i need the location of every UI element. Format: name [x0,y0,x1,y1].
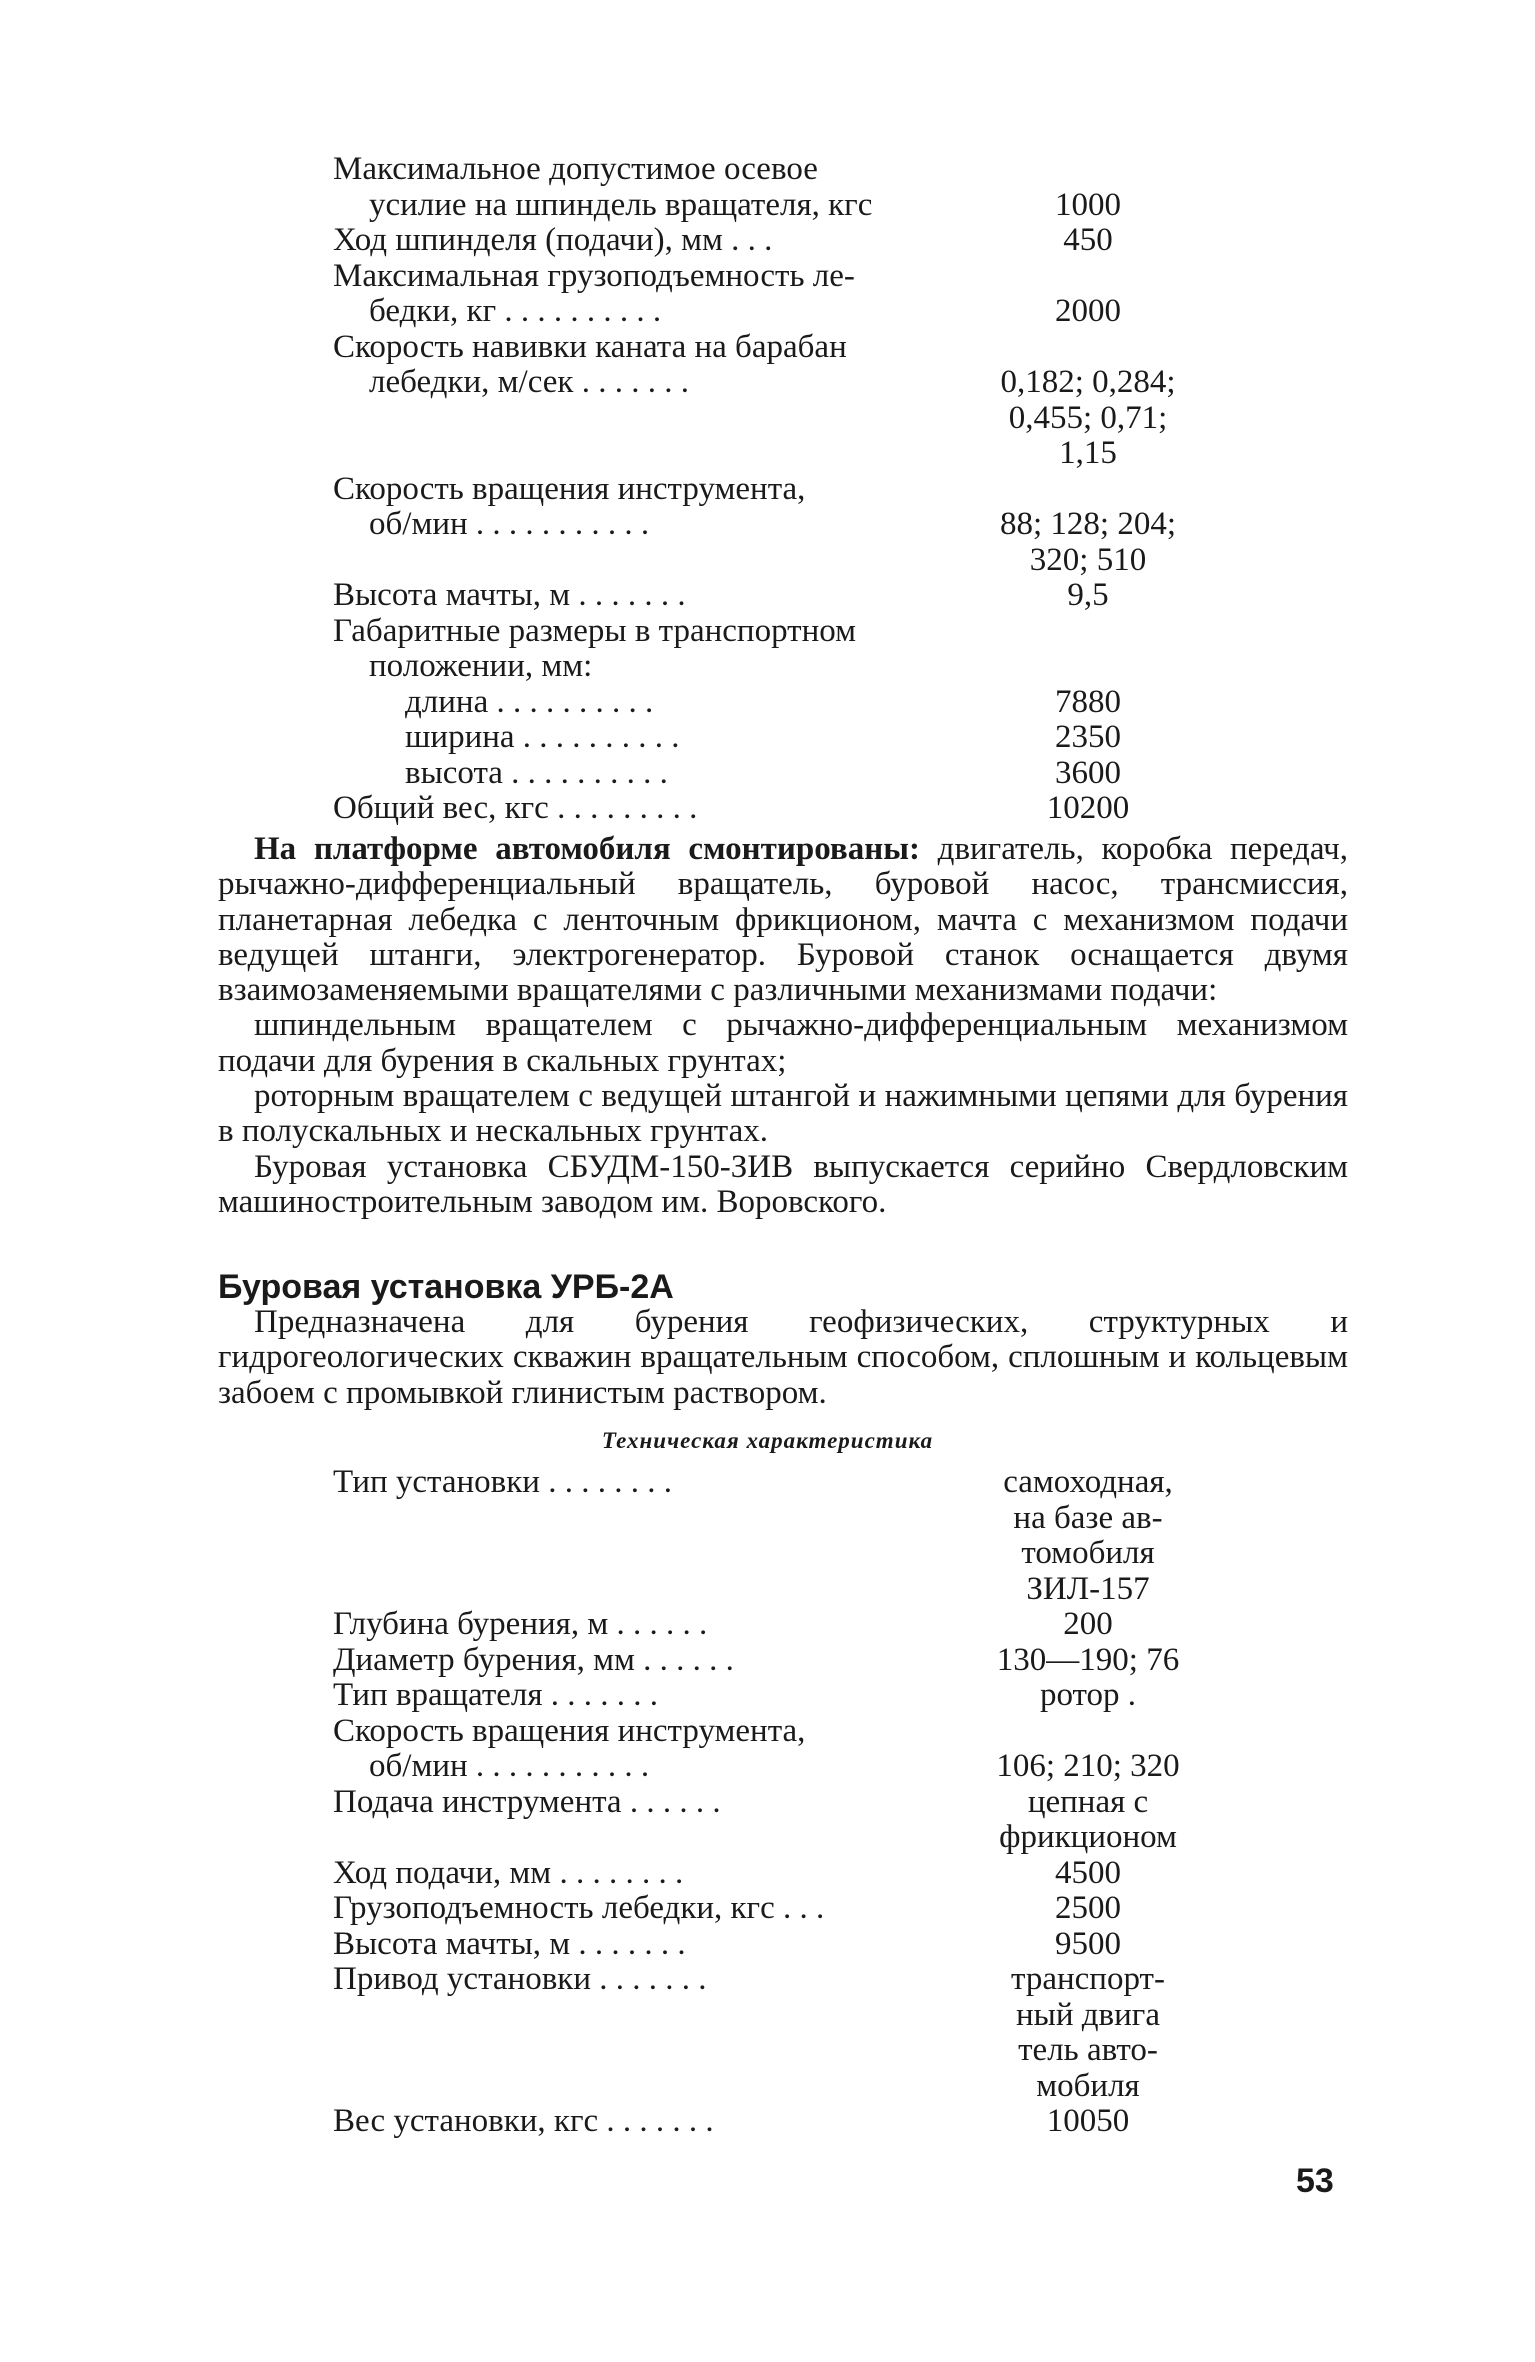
spec-row [333,1607,1193,1643]
spec-row [333,791,1193,827]
spec-value [983,614,1193,650]
spec-row [333,1856,1193,1892]
spec-label [333,1465,983,1501]
spec-value [983,1962,1193,2104]
spec-value [983,1678,1193,1714]
spec-row [333,259,1193,330]
spec-label-line: длина . . . . . . . . . . [405,683,654,720]
spacer [983,330,1193,366]
spec-row [333,472,1193,579]
spec-value-line: 9500 [1055,1925,1121,1962]
spec-label-line: бедки, кг . . . . . . . . . . [369,293,662,329]
spec-value-line: 10200 [1046,790,1130,826]
spec-label [333,685,983,721]
spec-value [983,791,1193,827]
spec-label-line: Высота мачты, м . . . . . . . [333,577,686,613]
spec-value-line: 106; 210; 320 [996,1748,1180,1784]
spec-label [333,152,983,223]
paragraph-text: двигатель, коробка передач, рычажно-дифференциальный вращатель, буровой насос, трансмиссия, планетарная лебедка с ленточным фрикционом, мачта с механизмом подачи ведущей штанги, электрогенератор. Буровой станок оснащается двумя взаимозаменяемыми вращателями с различными механизмами подачи: [218,831,1348,1009]
spec-label [333,791,983,827]
spec-value-line: мобиля [1036,2067,1140,2104]
spec-value-line: 3600 [1055,754,1121,791]
spec-label-line: Ход шпинделя (подачи), мм . . . [333,222,773,258]
spec-label-line: ширина . . . . . . . . . . [405,719,680,755]
spec-value [983,578,1193,614]
spec-value [983,472,1193,579]
spec-label-line: Привод установки . . . . . . . [333,1961,707,1997]
spec-value-line: 320; 510 [1029,541,1147,578]
spec-label [333,223,983,259]
section-heading: Буровая установка УРБ-2А [218,1268,674,1306]
spec-value-line: 7880 [1055,683,1121,720]
spec-label-line: Общий вес, кгс . . . . . . . . . [333,790,698,826]
spacer [983,152,1193,188]
spec-value [983,685,1193,721]
spec-value-line: томобиля [1021,1535,1155,1571]
spec-value-line: транспорт- [1011,1961,1165,1997]
spec-label-line: об/мин . . . . . . . . . . . [369,506,650,542]
spec-value-line: ротор . [1039,1677,1137,1713]
spec-label-line: Высота мачты, м . . . . . . . [333,1925,686,1962]
spec-row [333,1962,1193,2104]
spec-value [983,1714,1193,1785]
spec-label-line: положении, мм: [369,648,593,684]
spec-value-line: цепная с [1027,1783,1149,1820]
paragraph: Буровая установка СБУДМ-150-ЗИВ выпускается серийно Свердловским машиностроительным заводом им. Воровского. [218,1148,1348,1220]
spec-label [333,1678,983,1714]
spec-value-line: 4500 [1055,1854,1121,1891]
spec-value [983,2104,1193,2140]
spec-label-line: Ход подачи, мм . . . . . . . . [333,1854,684,1891]
spec-value [983,1607,1193,1643]
spec-value-line: ЗИЛ-157 [1026,1570,1150,1607]
spacer [983,259,1193,295]
spec-label [333,756,983,792]
spec-row [333,2104,1193,2140]
spec-label-line: Подача инструмента . . . . . . [333,1783,721,1820]
spec-value-line: 1000 [1055,186,1121,223]
spec-value-line: 88; 128; 204; [999,506,1176,542]
text-block-1 [218,832,1348,1220]
spec-value [983,223,1193,259]
spec-label [333,472,983,543]
spec-label [333,614,983,685]
spec-value [983,756,1193,792]
spec-value-line: 2350 [1055,719,1121,755]
spec-label [333,259,983,330]
spec-label [333,1962,983,1998]
spec-value-line: ный двига [1016,1996,1160,2033]
paragraph: роторным вращателем с ведущей штангой и нажимными цепями для бурения в полускальных и нескальных грунтах. [218,1078,1348,1150]
spec-label-line: лебедки, м/сек . . . . . . . [369,364,689,400]
spec-row [333,578,1193,614]
spec-value-line: 9,5 [1067,577,1109,613]
spec-label [333,330,983,401]
spec-row [333,223,1193,259]
spec-row [333,1927,1193,1963]
spec-label-line: Диаметр бурения, мм . . . . . . [333,1641,734,1678]
spec-value-line: 450 [1063,222,1113,258]
spec-table-2 [333,1465,1193,2140]
spec-row [333,685,1193,721]
spec-value [983,1856,1193,1892]
spec-value-line: фрикционом [999,1819,1177,1855]
spec-label-line: Грузоподъемность лебедки, кгс . . . [333,1890,825,1926]
spec-label-line: Скорость вращения инструмента, [333,1712,806,1749]
page-number: 53 [1296,2162,1334,2200]
spec-label [333,1856,983,1892]
spec-value-line: на базе ав- [1013,1499,1163,1536]
spec-row [333,1785,1193,1856]
spec-value [983,152,1193,223]
spec-label-line: высота . . . . . . . . . . [405,754,668,791]
spec-row [333,720,1193,756]
spec-value-line: 2000 [1055,293,1121,329]
spec-value [983,1891,1193,1927]
spec-label-line: об/мин . . . . . . . . . . . [369,1748,650,1784]
spec-label [333,578,983,614]
spec-label [333,1607,983,1643]
spec-label-line: Скорость вращения инструмента, [333,470,806,507]
spec-label [333,1891,983,1927]
spec-label-line: Максимальное допустимое осевое [333,151,818,187]
bold-lead: На платформе автомобиля смонтированы: [254,831,920,867]
spec-label-line: усилие на шпиндель вращателя, кгс [369,186,873,223]
spec-label-line: Тип установки . . . . . . . . [333,1464,672,1500]
text-block-2 [218,1305,1348,1411]
spec-value-line: 200 [1063,1606,1113,1642]
spec-label [333,720,983,756]
spec-label [333,2104,983,2140]
spec-row [333,152,1193,223]
spec-label [333,1714,983,1785]
spec-table-1 [333,152,1193,827]
spec-value [983,1643,1193,1679]
spec-value-line: 1,15 [1059,435,1117,471]
paragraph [218,832,1348,1008]
spec-label-line: Скорость навивки каната на барабан [333,328,847,365]
spec-value-line: 0,182; 0,284; [1000,364,1176,400]
spec-value [983,1785,1193,1856]
spec-value [983,720,1193,756]
spec-value-line: тель авто- [1018,2032,1158,2068]
spec-label [333,1785,983,1821]
spec-value-line: 10050 [1046,2103,1130,2139]
spec-row [333,330,1193,472]
spec-row [333,756,1193,792]
spec-value-line: 130—190; 76 [996,1641,1180,1678]
spec-value-line [983,1714,1193,1750]
spacer [983,472,1193,508]
spec-value-line: самоходная, [1003,1464,1173,1500]
spec-value-line: 2500 [1055,1890,1121,1926]
spec-value [983,1465,1193,1607]
table-subheading: Техническая характеристика [601,1428,934,1453]
spec-label-line: Вес установки, кгс . . . . . . . [333,2103,714,2139]
spec-value [983,1927,1193,1963]
paragraph: Предназначена для бурения геофизических, структурных и гидрогеологических скважин вращательным способом, сплошным и кольцевым забоем с промывкой глинистым раствором. [218,1304,1348,1411]
spec-row [333,1714,1193,1785]
spec-row [333,1678,1193,1714]
spec-row [333,1643,1193,1679]
spacer [983,614,1193,650]
spec-row [333,1465,1193,1607]
spec-value [983,330,1193,472]
spec-label-line: Максимальная грузоподъемность ле- [333,257,855,294]
spec-row [333,614,1193,685]
spec-label [333,1643,983,1679]
spec-value [983,259,1193,330]
spec-label [333,1927,983,1963]
spec-label-line: Глубина бурения, м . . . . . . [333,1606,708,1642]
spec-label-line: Габаритные размеры в транспортном [333,612,856,649]
spec-row [333,1891,1193,1927]
paragraph: шпиндельным вращателем с рычажно-дифференциальным механизмом подачи для бурения в скальных грунтах; [218,1007,1348,1079]
spec-label-line: Тип вращателя . . . . . . . [333,1677,659,1713]
spec-value-line: 0,455; 0,71; [1008,399,1168,436]
